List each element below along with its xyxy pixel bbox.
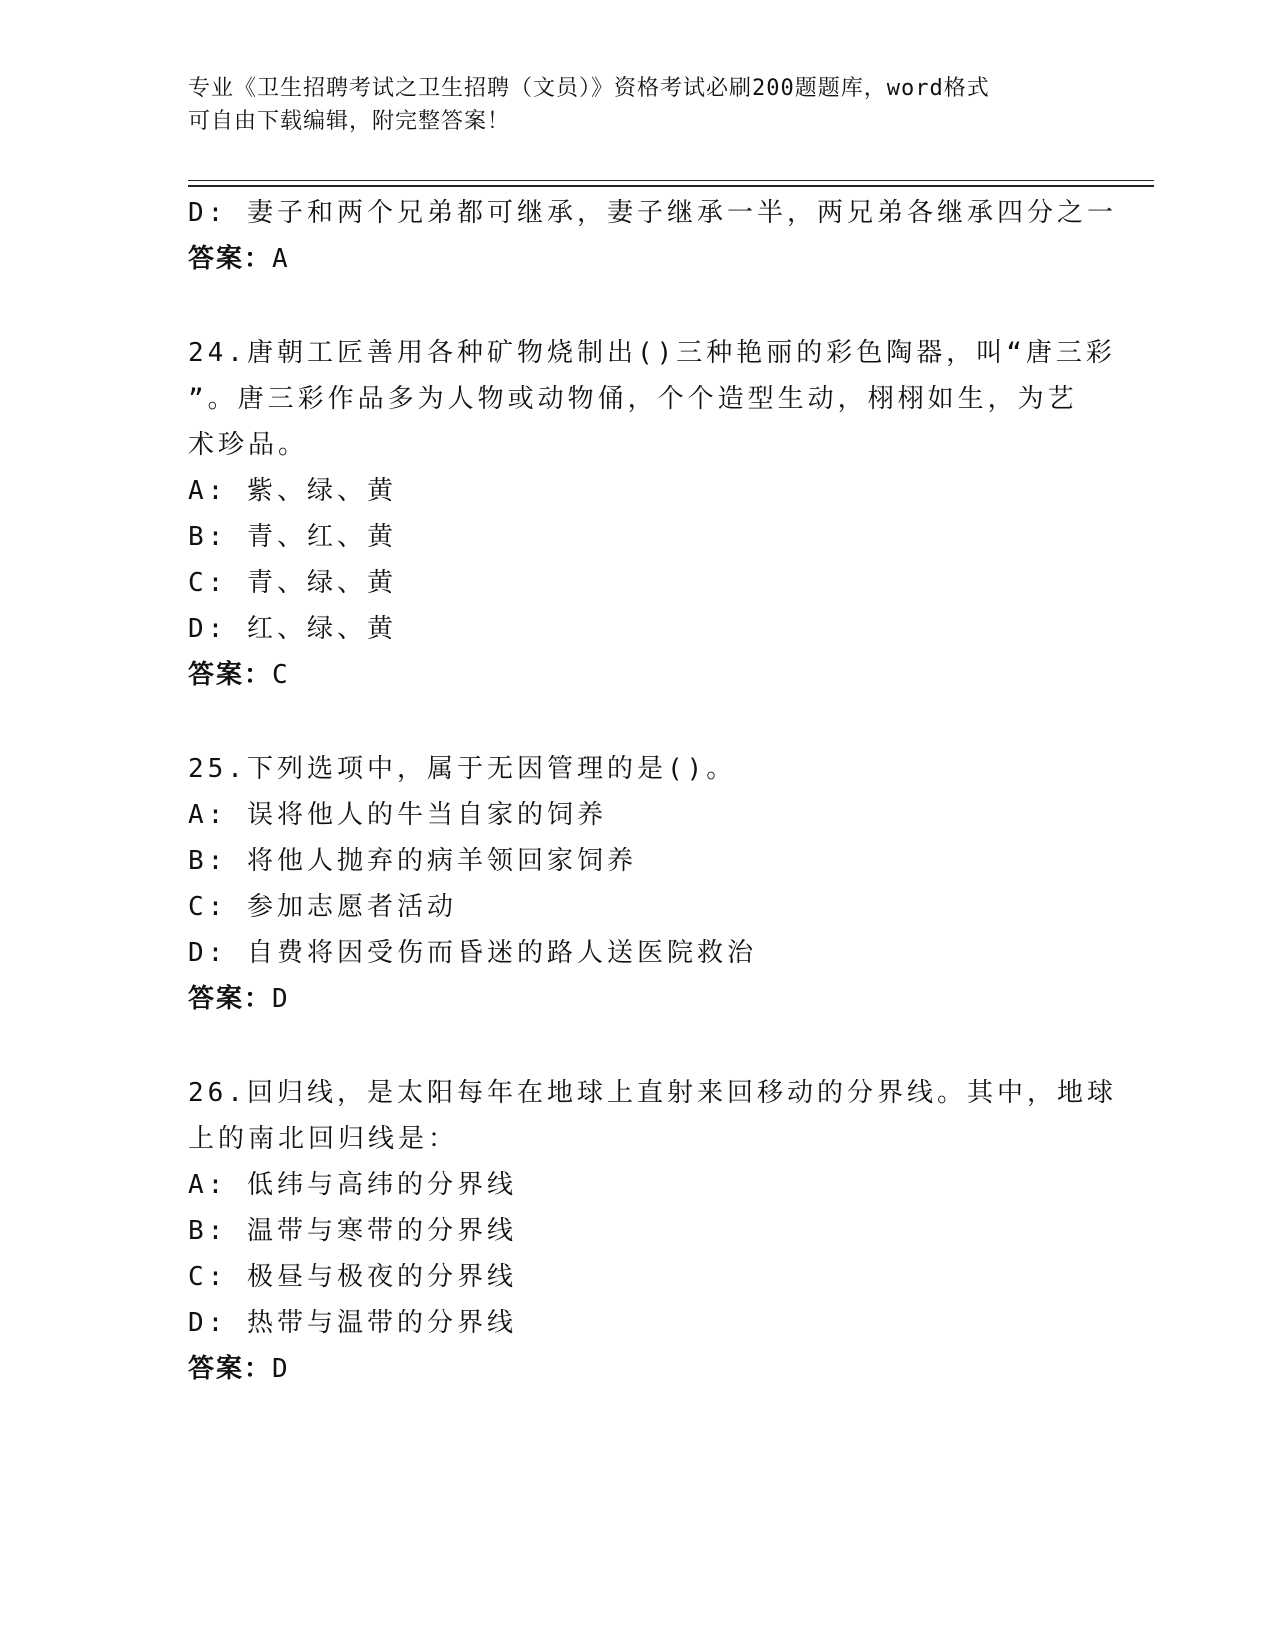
spacer [188, 282, 1088, 330]
page-header [188, 72, 1068, 138]
option-a: A: 低纬与高纬的分界线 [188, 1170, 517, 1200]
header-title-line-2: 可自由下载编辑，附完整答案！ [188, 109, 511, 134]
question-25 [188, 746, 1088, 1022]
question-stem-line: 上的南北回归线是： [188, 1124, 459, 1154]
question-stem-line: 25.下列选项中，属于无因管理的是()。 [188, 754, 737, 784]
question-stem-line: 术珍品。 [188, 430, 309, 460]
answer-label: 答案： [188, 244, 273, 274]
answer-line [188, 1346, 1088, 1392]
spacer [188, 698, 1088, 746]
option-c: C: 青、绿、黄 [188, 568, 397, 598]
answer-label: 答案： [188, 984, 273, 1014]
answer-line [188, 652, 1088, 698]
option-c: C: 参加志愿者活动 [188, 892, 457, 922]
header-title-line-1: 专业《卫生招聘考试之卫生招聘（文员）》资格考试必刷200题题库，word格式 [188, 76, 990, 101]
option-d: D: 红、绿、黄 [188, 614, 397, 644]
option-d: D: 热带与温带的分界线 [188, 1308, 517, 1338]
question-24 [188, 330, 1116, 698]
option-a: A: 紫、绿、黄 [188, 476, 397, 506]
question-stem-line: 24.唐朝工匠善用各种矿物烧制出()三种艳丽的彩色陶器，叫“唐三彩 [188, 338, 1116, 368]
question-list [188, 190, 1117, 1392]
answer-value: A [272, 244, 290, 274]
header-divider-thick [188, 185, 1154, 187]
answer-value: C [272, 660, 290, 690]
answer-value: D [272, 1354, 290, 1384]
question-26 [188, 1070, 1117, 1392]
answer-label: 答案： [188, 1354, 273, 1384]
answer-line [188, 976, 1088, 1022]
option-c: C: 极昼与极夜的分界线 [188, 1262, 517, 1292]
question-stem-line: ”。唐三彩作品多为人物或动物俑，个个造型生动，栩栩如生，为艺 [188, 384, 1078, 414]
answer-line [188, 236, 1088, 282]
answer-value: D [272, 984, 290, 1014]
spacer [188, 1022, 1088, 1070]
option-d: D: 妻子和两个兄弟都可继承，妻子继承一半，两兄弟各继承四分之一 [188, 198, 1117, 228]
option-a: A: 误将他人的牛当自家的饲养 [188, 800, 607, 830]
question-stem-line: 26.回归线，是太阳每年在地球上直射来回移动的分界线。其中，地球 [188, 1078, 1117, 1108]
option-d: D: 自费将因受伤而昏迷的路人送医院救治 [188, 938, 757, 968]
option-b: B: 青、红、黄 [188, 522, 397, 552]
option-b: B: 温带与寒带的分界线 [188, 1216, 517, 1246]
header-divider-thin [188, 180, 1154, 181]
answer-label: 答案： [188, 660, 273, 690]
option-b: B: 将他人抛弃的病羊领回家饲养 [188, 846, 637, 876]
